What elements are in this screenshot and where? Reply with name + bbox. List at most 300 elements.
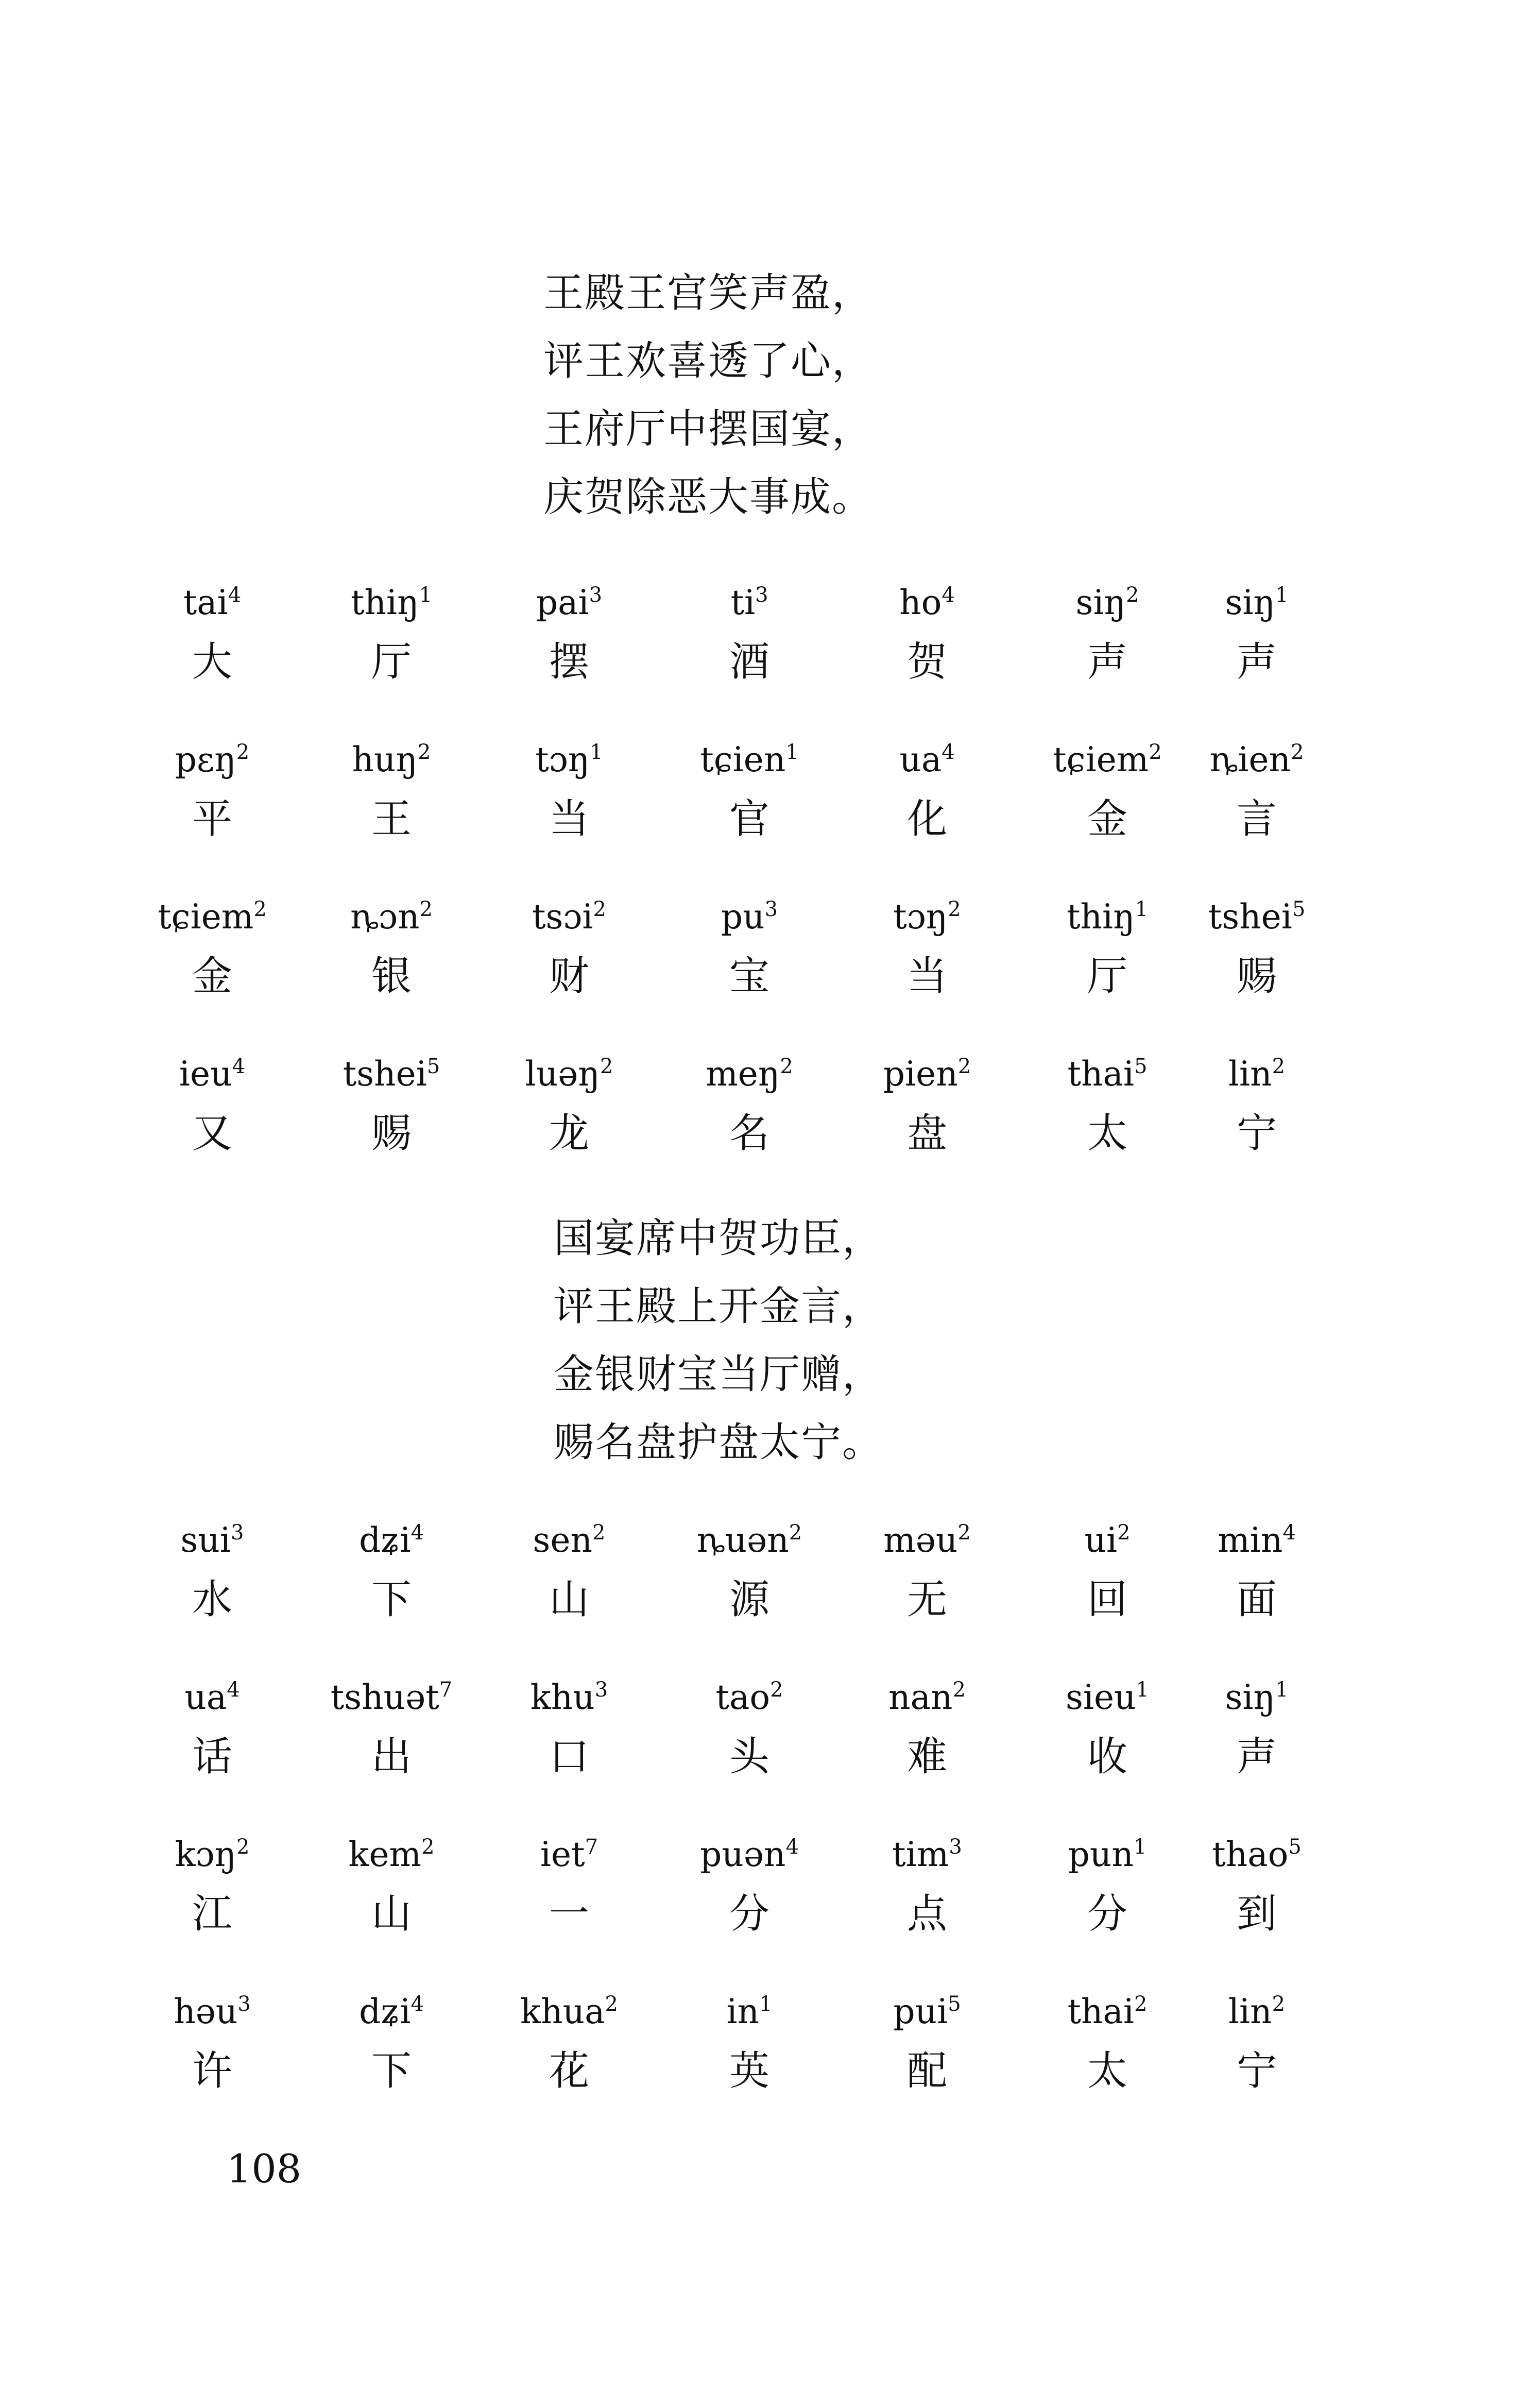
syllable-text: dʑi [359,1520,411,1560]
chinese-character: 无 [906,1576,947,1623]
transcription-row [0,891,1540,1048]
romanization [127,1048,297,1100]
chinese-character: 声 [1087,639,1127,685]
chinese-character: 太 [1087,2048,1127,2094]
chinese-character: 当 [549,796,589,842]
syllable-text: luəŋ [525,1054,600,1094]
syllable-text: meŋ [706,1054,780,1094]
syllable-text: ui [1084,1520,1118,1560]
romanization [127,734,297,786]
syllable-cell [484,577,654,690]
chinese-character: 化 [906,796,947,842]
syllable-text: tɔŋ [535,740,590,779]
syllable-text: siŋ [1225,583,1276,622]
romanization [1172,891,1342,943]
romanization [484,1048,654,1100]
transcription-row [0,1515,1540,1672]
syllable-cell [664,1515,834,1628]
chinese-character: 一 [549,1891,589,1937]
romanization [484,1829,654,1880]
syllable-cell [664,1672,834,1785]
syllable-cell [127,1515,297,1628]
tone-number: 3 [594,1678,608,1702]
syllable-cell [306,1048,476,1162]
romanization [664,577,834,629]
stanza-line: 王殿王宫笑声盈， [543,270,874,316]
syllable-text: ho [899,583,942,622]
syllable-text: ȵɔn [350,897,420,937]
chinese-character: 声 [1236,639,1277,685]
syllable-cell [664,577,834,690]
tone-number: 4 [942,740,955,764]
chinese-character: 英 [729,2048,769,2094]
syllable-text: tɔŋ [893,897,948,937]
romanization [1172,1986,1342,2038]
stanza-line: 庆贺除恶大事成。 [543,474,874,520]
chinese-character: 大 [192,639,232,685]
romanization [1022,1048,1192,1100]
romanization [1022,1829,1192,1880]
tone-number: 2 [1149,740,1162,764]
syllable-cell [127,1672,297,1785]
syllable-cell [127,1986,297,2099]
syllable-text: tai [183,583,228,622]
syllable-text: thai [1067,1992,1135,2031]
chinese-character: 配 [906,2048,947,2094]
syllable-cell [842,891,1012,1005]
syllable-text: nan [888,1677,953,1717]
romanization [484,734,654,786]
chinese-character: 水 [192,1576,232,1623]
romanization [842,1986,1012,2038]
chinese-character: 名 [729,1110,769,1157]
tone-number: 4 [1282,1521,1296,1545]
syllable-text: ȵuən [696,1520,789,1560]
chinese-character: 到 [1236,1891,1277,1937]
syllable-cell [484,1048,654,1162]
translation-stanza-2 [554,1205,883,1477]
syllable-cell [1172,891,1342,1005]
syllable-text: tɕiem [1053,740,1149,779]
tone-number: 5 [1292,897,1306,921]
syllable-text: ti [730,583,756,622]
chinese-character: 收 [1087,1734,1127,1780]
syllable-cell [842,1986,1012,2099]
transcription-row [0,734,1540,891]
chinese-character: 分 [729,1891,769,1937]
chinese-character: 王 [371,796,412,842]
transcription-row [0,1672,1540,1829]
romanization [127,1672,297,1723]
chinese-character: 面 [1236,1576,1277,1623]
tone-number: 1 [1275,583,1289,607]
syllable-text: tshei [343,1054,427,1094]
tone-number: 1 [590,740,603,764]
chinese-character: 金 [1087,796,1127,842]
syllable-text: pai [536,583,589,622]
syllable-cell [306,1672,476,1785]
chinese-character: 厅 [1087,953,1127,999]
syllable-text: həu [174,1992,238,2031]
syllable-cell [1022,1048,1192,1162]
tone-number: 7 [585,1835,598,1859]
chinese-character: 金 [192,953,232,999]
tone-number: 2 [957,1521,971,1545]
tone-number: 1 [1275,1678,1289,1702]
tone-number: 2 [780,1055,793,1078]
syllable-cell [306,1986,476,2099]
syllable-text: thiŋ [1066,897,1135,937]
syllable-text: pui [893,1992,948,2031]
romanization [1022,891,1192,943]
tone-number: 2 [592,1521,606,1545]
syllable-cell [1172,1672,1342,1785]
tone-number: 1 [1136,1678,1149,1702]
tone-number: 1 [419,583,433,607]
syllable-cell [127,734,297,847]
tone-number: 1 [1135,897,1149,921]
chinese-character: 山 [371,1891,412,1937]
tone-number: 2 [253,897,267,921]
syllable-text: siŋ [1075,583,1126,622]
chinese-character: 官 [729,796,769,842]
romanization [484,891,654,943]
romanization [127,1829,297,1880]
stanza-line: 评王欢喜透了心， [543,338,874,384]
syllable-cell [664,1986,834,2099]
chinese-character: 话 [192,1734,232,1780]
romanization [664,734,834,786]
syllable-text: tim [892,1835,949,1874]
translation-stanza-1 [543,259,873,531]
syllable-cell [842,1829,1012,1942]
syllable-text: kɔŋ [175,1835,236,1874]
syllable-text: ua [899,740,942,779]
syllable-text: min [1218,1520,1283,1560]
stanza-line: 赐名盘护盘太宁。 [554,1419,884,1466]
chinese-character: 又 [192,1110,232,1157]
romanization [1172,1672,1342,1723]
tone-number: 2 [1134,1992,1148,2016]
tone-number: 2 [1117,1521,1131,1545]
romanization [127,891,297,943]
chinese-character: 下 [371,1576,412,1623]
tone-number: 7 [439,1678,453,1702]
syllable-cell [484,1829,654,1942]
tone-number: 2 [957,1055,971,1078]
syllable-cell [842,1048,1012,1162]
syllable-cell [306,1829,476,1942]
romanization [664,891,834,943]
syllable-cell [1172,1515,1342,1628]
syllable-cell [484,1515,654,1628]
syllable-text: tsɔi [532,897,593,937]
syllable-cell [1172,1048,1342,1162]
syllable-cell [484,1672,654,1785]
tone-number: 2 [605,1992,618,2016]
tone-number: 2 [948,897,961,921]
romanization [842,1048,1012,1100]
chinese-character: 太 [1087,1110,1127,1157]
tone-number: 4 [942,583,955,607]
tone-number: 3 [764,897,778,921]
tone-number: 3 [949,1835,962,1859]
chinese-character: 江 [192,1891,232,1937]
chinese-character: 酒 [729,639,769,685]
syllable-cell [842,734,1012,847]
syllable-cell [1022,1829,1192,1942]
syllable-text: khua [520,1992,605,2031]
syllable-cell [1172,577,1342,690]
romanization [1022,1515,1192,1566]
tone-number: 4 [785,1835,799,1859]
syllable-text: pun [1068,1835,1134,1874]
romanization [1172,1048,1342,1100]
romanization [664,1515,834,1566]
tone-number: 4 [410,1992,424,2016]
syllable-text: tshuət [330,1677,439,1717]
chinese-character: 龙 [549,1110,589,1157]
chinese-character: 口 [549,1734,589,1780]
syllable-cell [842,577,1012,690]
romanization [484,1515,654,1566]
chinese-character: 山 [549,1576,589,1623]
romanization [306,891,476,943]
chinese-character: 平 [192,796,232,842]
syllable-cell [484,1986,654,2099]
tone-number: 3 [237,1992,251,2016]
syllable-text: pu [721,897,765,937]
syllable-text: tɕien [700,740,786,779]
syllable-cell [1172,1986,1342,2099]
romanization [306,1986,476,2038]
syllable-text: tshei [1208,897,1292,937]
chinese-character: 回 [1087,1576,1127,1623]
romanization [664,1048,834,1100]
romanization [484,1672,654,1723]
syllable-text: puən [700,1835,786,1874]
syllable-text: huŋ [352,740,418,779]
syllable-text: iet [540,1835,585,1874]
romanization [306,577,476,629]
chinese-character: 宁 [1236,2048,1277,2094]
syllable-text: thai [1067,1054,1135,1094]
stanza-line: 王府厅中摆国宴， [543,406,874,452]
syllable-text: ȵien [1209,740,1291,779]
chinese-character: 赐 [1236,953,1277,999]
chinese-character: 盘 [906,1110,947,1157]
tone-number: 2 [1291,740,1304,764]
chinese-character: 当 [906,953,947,999]
syllable-cell [1022,891,1192,1005]
romanization [1172,734,1342,786]
romanization [1172,577,1342,629]
tone-number: 2 [593,897,606,921]
syllable-cell [842,1672,1012,1785]
romanization [842,734,1012,786]
tone-number: 2 [1126,583,1139,607]
tone-number: 5 [948,1992,961,2016]
tone-number: 3 [755,583,768,607]
tone-number: 1 [759,1992,773,2016]
tone-number: 2 [236,1835,250,1859]
romanization [842,577,1012,629]
romanization [484,577,654,629]
romanization [842,1829,1012,1880]
stanza-line: 评王殿上开金言， [554,1283,884,1330]
syllable-cell [306,577,476,690]
syllable-cell [1022,1515,1192,1628]
syllable-cell [306,734,476,847]
chinese-character: 赐 [371,1110,412,1157]
tone-number: 4 [227,1678,240,1702]
romanization [1022,1986,1192,2038]
tone-number: 1 [785,740,799,764]
romanization [664,1672,834,1723]
tone-number: 2 [421,1835,435,1859]
syllable-cell [1172,1829,1342,1942]
chinese-character: 头 [729,1734,769,1780]
syllable-cell [1172,734,1342,847]
chinese-character: 宁 [1236,1110,1277,1157]
syllable-text: kem [348,1835,422,1874]
syllable-cell [127,1048,297,1162]
tone-number: 5 [426,1055,440,1078]
syllable-text: lin [1228,1054,1272,1094]
tone-number: 2 [418,740,431,764]
transcription-block-1 [0,577,1540,1206]
transcription-row [0,1829,1540,1986]
romanization [664,1986,834,2038]
tone-number: 2 [236,740,250,764]
tone-number: 1 [1133,1835,1147,1859]
chinese-character: 下 [371,2048,412,2094]
romanization [306,1829,476,1880]
chinese-character: 难 [906,1734,947,1780]
tone-number: 5 [1134,1055,1148,1078]
romanization [1022,1672,1192,1723]
syllable-text: sieu [1066,1677,1136,1717]
syllable-text: dʑi [359,1992,411,2031]
romanization [127,1515,297,1566]
syllable-cell [842,1515,1012,1628]
stanza-line: 金银财宝当厅赠， [554,1351,884,1398]
chinese-character: 贺 [906,639,947,685]
syllable-cell [664,734,834,847]
syllable-text: məu [883,1520,958,1560]
romanization [306,1672,476,1723]
syllable-cell [1022,734,1192,847]
syllable-cell [127,1829,297,1942]
syllable-text: tao [715,1677,771,1717]
romanization [306,1515,476,1566]
syllable-text: pien [883,1054,958,1094]
syllable-cell [1022,1672,1192,1785]
syllable-cell [484,891,654,1005]
chinese-character: 点 [906,1891,947,1937]
romanization [1172,1515,1342,1566]
syllable-text: in [726,1992,760,2031]
chinese-character: 宝 [729,953,769,999]
chinese-character: 出 [371,1734,412,1780]
romanization [306,1048,476,1100]
tone-number: 3 [589,583,603,607]
syllable-text: ua [184,1677,227,1717]
syllable-cell [664,891,834,1005]
chinese-character: 摆 [549,639,589,685]
romanization [842,1515,1012,1566]
syllable-text: thiŋ [350,583,419,622]
syllable-cell [1022,1986,1192,2099]
chinese-character: 厅 [371,639,412,685]
transcription-row [0,1986,1540,2143]
chinese-character: 源 [729,1576,769,1623]
romanization [484,1986,654,2038]
syllable-cell [484,734,654,847]
syllable-text: pɛŋ [175,740,236,779]
tone-number: 2 [419,897,433,921]
romanization [1022,577,1192,629]
chinese-character: 花 [549,2048,589,2094]
syllable-text: tɕiem [158,897,254,937]
romanization [306,734,476,786]
tone-number: 2 [600,1055,613,1078]
transcription-block-2 [0,1515,1540,2143]
romanization [1172,1829,1342,1880]
syllable-cell [306,1515,476,1628]
syllable-text: lin [1228,1992,1272,2031]
stanza-line: 国宴席中贺功臣， [554,1215,884,1262]
syllable-cell [127,891,297,1005]
romanization [1022,734,1192,786]
tone-number: 4 [232,1055,246,1078]
chinese-character: 许 [192,2048,232,2094]
romanization [127,577,297,629]
chinese-character: 银 [371,953,412,999]
romanization [664,1829,834,1880]
transcription-row [0,1048,1540,1206]
syllable-cell [664,1048,834,1162]
chinese-character: 财 [549,953,589,999]
romanization [842,891,1012,943]
tone-number: 4 [410,1521,424,1545]
chinese-character: 分 [1087,1891,1127,1937]
syllable-cell [664,1829,834,1942]
tone-number: 5 [1288,1835,1302,1859]
chinese-character: 声 [1236,1734,1277,1780]
syllable-text: sen [533,1520,592,1560]
tone-number: 2 [770,1678,783,1702]
tone-number: 3 [231,1521,244,1545]
chinese-character: 言 [1236,796,1277,842]
tone-number: 2 [1272,1055,1286,1078]
syllable-cell [1022,577,1192,690]
syllable-text: ieu [179,1054,232,1094]
syllable-cell [127,577,297,690]
romanization [127,1986,297,2038]
syllable-text: khu [530,1677,595,1717]
tone-number: 4 [228,583,242,607]
syllable-text: siŋ [1225,1677,1276,1717]
syllable-text: sui [180,1520,231,1560]
page-number: 108 [227,2146,302,2192]
syllable-text: thao [1212,1835,1289,1874]
syllable-cell [306,891,476,1005]
tone-number: 2 [952,1678,966,1702]
tone-number: 2 [1272,1992,1286,2016]
tone-number: 2 [789,1521,802,1545]
transcription-row [0,577,1540,734]
